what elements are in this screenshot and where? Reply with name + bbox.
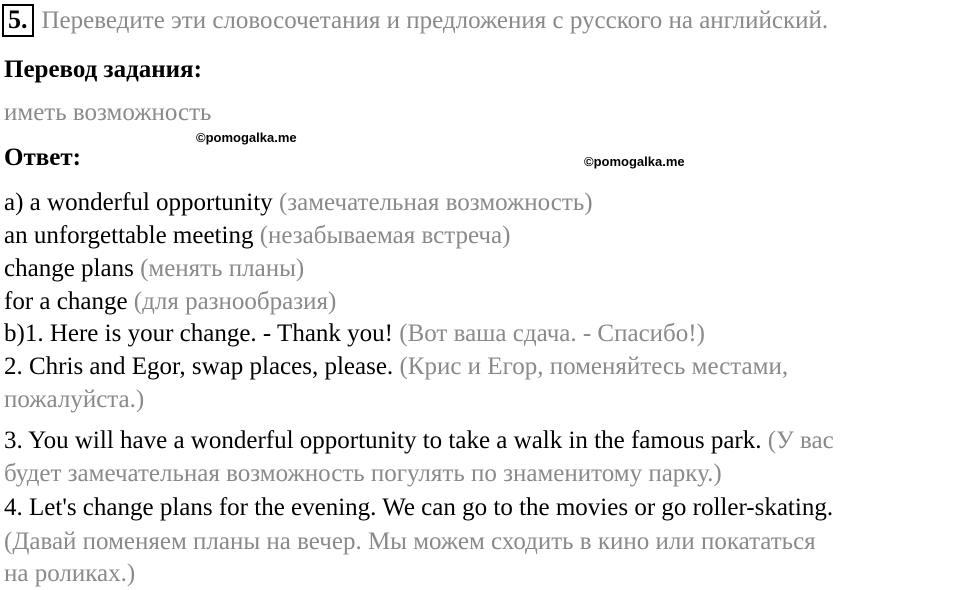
translation-heading: Перевод задания:: [4, 56, 202, 83]
answer-ru: (Вот ваша сдача. - Спасибо!): [399, 320, 705, 347]
translation-text: иметь возможность: [4, 99, 212, 126]
answer-ru-continued: пожалуйста.): [4, 386, 145, 413]
answer-en: an unforgettable meeting: [4, 222, 254, 249]
answer-line: [4, 426, 834, 456]
answer-ru: (для разнообразия): [133, 288, 337, 315]
answer-ru-continued: (Давай поменяем планы на вечер. Мы можем сходить в кино или покататься: [4, 528, 816, 555]
task-number: 5.: [2, 4, 34, 37]
watermark: ©pomogalka.me: [584, 154, 685, 169]
answer-en: 2. Chris and Egor, swap places, please.: [4, 353, 394, 380]
watermark: ©pomogalka.me: [196, 130, 297, 145]
answer-line: [4, 287, 336, 317]
answer-en: 3. You will have a wonderful opportunity to take a walk in the famous park.: [4, 427, 762, 454]
answer-en: b)1. Here is your change. - Thank you!: [4, 320, 394, 347]
answer-line: [4, 319, 705, 349]
answer-en: for a change: [4, 288, 128, 315]
answer-ru: (замечательная возможность): [278, 189, 593, 216]
answer-en: 4. Let's change plans for the evening. We can go to the movies or go roller-skating.: [4, 494, 834, 521]
answer-en: a) a wonderful opportunity: [4, 189, 273, 216]
answer-line: [4, 188, 593, 218]
answer-ru: (У вас: [767, 427, 834, 454]
task-header: [2, 4, 828, 37]
answer-heading: Ответ:: [4, 144, 81, 171]
answer-line: [4, 352, 788, 382]
answer-ru-continued: на роликах.): [4, 560, 136, 587]
answer-line: [4, 221, 510, 251]
answer-line: [4, 493, 833, 523]
task-instruction: Переведите эти словосочетания и предложения с русского на английский.: [41, 6, 829, 34]
answer-ru: (менять планы): [140, 255, 305, 282]
answer-en: change plans: [4, 255, 134, 282]
answer-line: [4, 254, 304, 284]
answer-ru: (незабываемая встреча): [259, 222, 511, 249]
answer-ru-continued: будет замечательная возможность погулять по знаменитому парку.): [4, 460, 722, 487]
answer-ru: (Крис и Егор, поменяйтесь местами,: [399, 353, 789, 380]
